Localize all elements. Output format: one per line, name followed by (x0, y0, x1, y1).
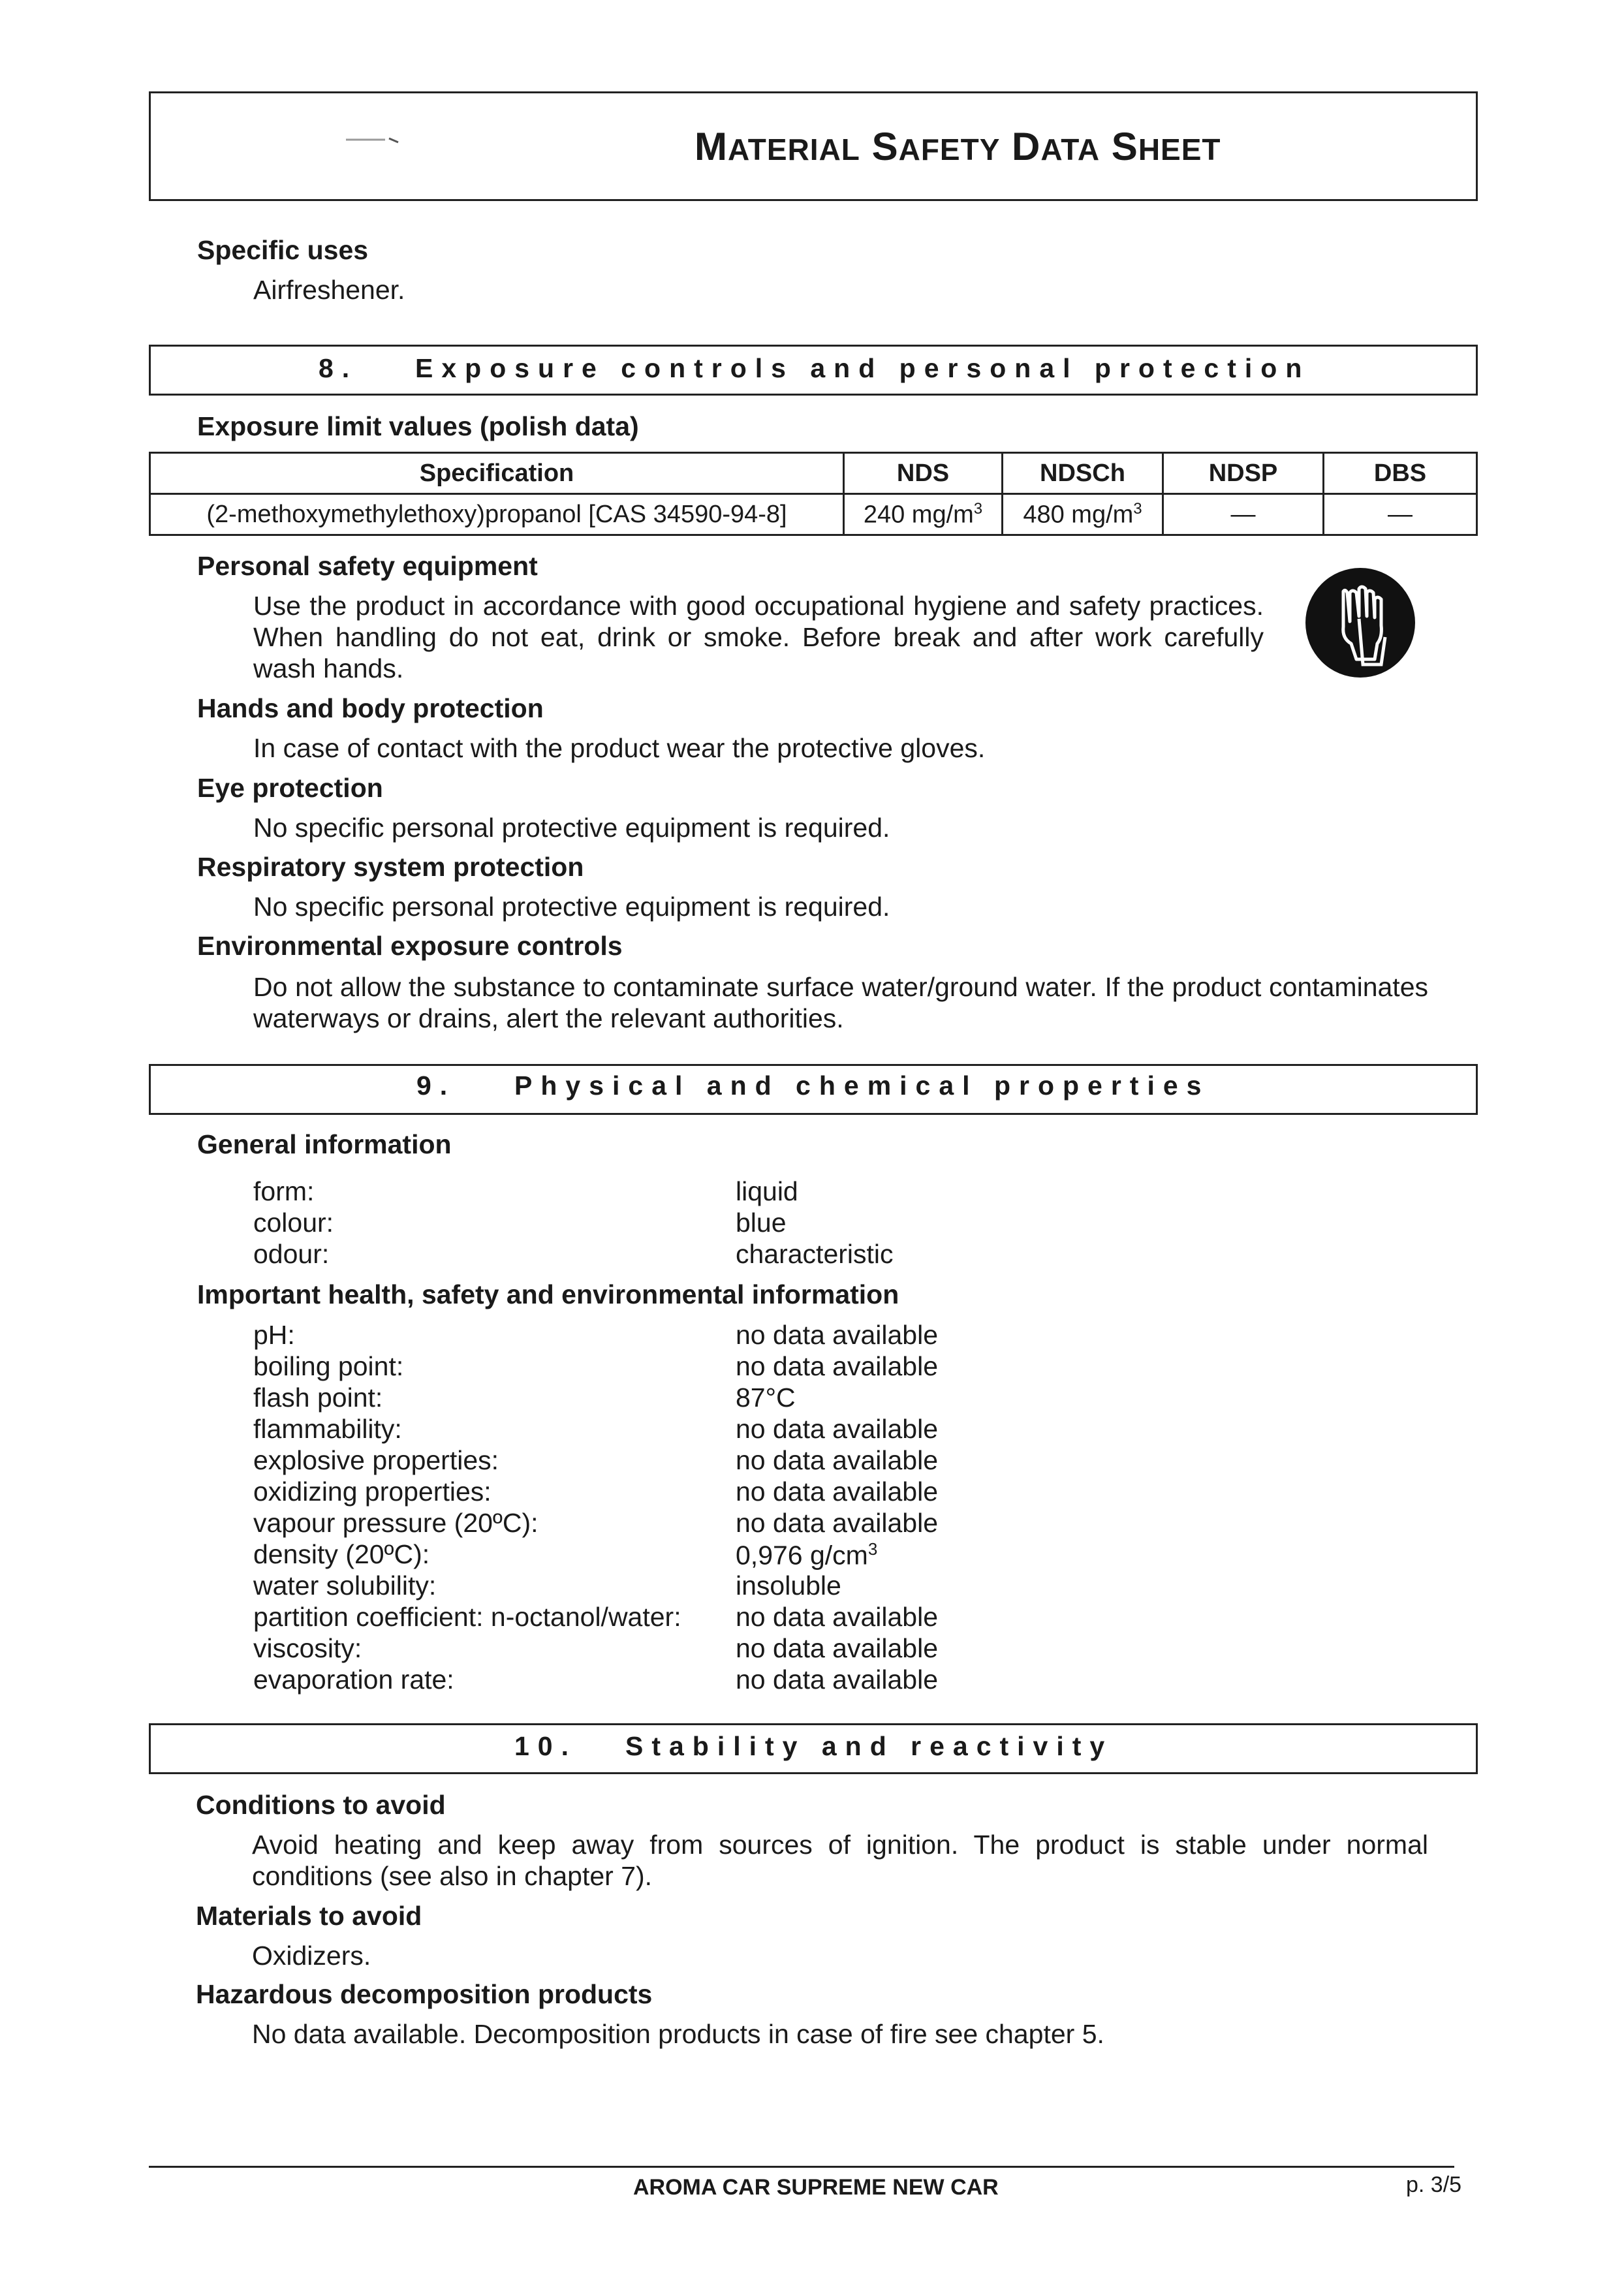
property-value: no data available (736, 1477, 939, 1507)
property-label: oxidizing properties: (253, 1477, 492, 1507)
property-value: no data available (736, 1665, 939, 1695)
environmental-heading: Environmental exposure controls (197, 931, 623, 961)
column-header-specification: Specification (150, 453, 844, 494)
property-value: no data available (736, 1414, 939, 1444)
respiratory-heading: Respiratory system protection (197, 852, 584, 882)
section-10-number: 10. (514, 1731, 577, 1761)
general-information-heading: General information (197, 1129, 452, 1159)
hazardous-decomposition-heading: Hazardous decomposition products (196, 1979, 653, 2009)
section-8-title: Exposure controls and personal protection (415, 353, 1311, 383)
property-value: liquid (736, 1176, 798, 1206)
personal-safety-text: Use the product in accordance with good occupational hygiene and safety practices. When handling do not eat, drink or smoke. Before break and after work carefully wash hands. (253, 591, 1264, 683)
materials-to-avoid-text: Oxidizers. (252, 1941, 371, 1971)
property-label: flash point: (253, 1383, 383, 1413)
section-8-number: 8. (319, 353, 358, 383)
column-header-ndsch: NDSCh (1003, 453, 1163, 494)
property-value: characteristic (736, 1239, 894, 1269)
property-label: form: (253, 1176, 315, 1206)
conditions-to-avoid-heading: Conditions to avoid (196, 1790, 446, 1820)
property-label: viscosity: (253, 1633, 362, 1663)
column-header-ndsp: NDSP (1163, 453, 1324, 494)
section-9-number: 9. (416, 1071, 456, 1101)
hands-body-heading: Hands and body protection (197, 693, 544, 723)
hands-body-text: In case of contact with the product wear the protective gloves. (253, 733, 986, 763)
protective-gloves-icon (1304, 567, 1416, 679)
specific-uses-text: Airfreshener. (253, 275, 405, 305)
property-value: no data available (736, 1602, 939, 1632)
property-label: flammability: (253, 1414, 402, 1444)
section-10-title: Stability and reactivity (625, 1731, 1114, 1761)
property-label: partition coefficient: n-octanol/water: (253, 1602, 681, 1632)
eye-protection-heading: Eye protection (197, 773, 383, 803)
property-label: odour: (253, 1239, 330, 1269)
environmental-text: Do not allow the substance to contaminate surface water/ground water. If the product contaminates waterways or drains, alert the relevant authorities. (253, 972, 1428, 1033)
property-value: no data available (736, 1351, 939, 1381)
section-9-title: Physical and chemical properties (514, 1071, 1210, 1101)
cell-nds: 240 $mg/m^3$ (844, 494, 1003, 535)
footer-page-number: p. 3/5 (1406, 2172, 1462, 2197)
property-label: density (20ºC): (253, 1539, 430, 1569)
property-label: vapour pressure (20ºC): (253, 1508, 539, 1538)
property-value: 87°C (736, 1383, 796, 1413)
hazardous-decomposition-text: No data available. Decomposition products in case of fire see chapter 5. (252, 2019, 1104, 2049)
company-logo-icon (326, 128, 418, 151)
property-label: explosive properties: (253, 1445, 499, 1475)
property-value: no data available (736, 1508, 939, 1538)
property-label: pH: (253, 1320, 295, 1350)
respiratory-text: No specific personal protective equipment is required. (253, 892, 890, 922)
conditions-to-avoid-text: Avoid heating and keep away from sources of ignition. The product is stable under normal conditions (see also in chapter 7). (252, 1830, 1428, 1891)
cell-specification: (2-methoxymethylethoxy)propanol [CAS 34590-94-8] (150, 494, 844, 535)
cell-ndsp: — (1163, 494, 1324, 535)
important-information-heading: Important health, safety and environmental information (197, 1279, 899, 1309)
property-label: colour: (253, 1208, 334, 1238)
footer-product-name: AROMA CAR SUPREME NEW CAR (633, 2175, 999, 2200)
exposure-limits-table (149, 452, 1478, 536)
property-value: insoluble (736, 1571, 841, 1601)
property-value: 0,976 $g/cm^3$ (736, 1539, 878, 1571)
table-header-row (150, 453, 1477, 494)
property-label: boiling point: (253, 1351, 404, 1381)
footer-divider (149, 2166, 1454, 2168)
exposure-limit-heading: Exposure limit values (polish data) (197, 411, 639, 441)
property-label: water solubility: (253, 1571, 437, 1601)
property-value: no data available (736, 1633, 939, 1663)
eye-protection-text: No specific personal protective equipment is required. (253, 813, 890, 843)
specific-uses-heading: Specific uses (197, 235, 369, 265)
document-title: MATERIAL SAFETY DATA SHEET (695, 125, 1221, 168)
table-row (150, 494, 1477, 535)
property-label: evaporation rate: (253, 1665, 454, 1695)
property-value: blue (736, 1208, 787, 1238)
column-header-dbs: DBS (1324, 453, 1477, 494)
cell-dbs: — (1324, 494, 1477, 535)
personal-safety-heading: Personal safety equipment (197, 551, 538, 581)
property-value: no data available (736, 1320, 939, 1350)
property-value: no data available (736, 1445, 939, 1475)
cell-ndsch: 480 $mg/m^3$ (1003, 494, 1163, 535)
column-header-nds: NDS (844, 453, 1003, 494)
materials-to-avoid-heading: Materials to avoid (196, 1901, 422, 1931)
